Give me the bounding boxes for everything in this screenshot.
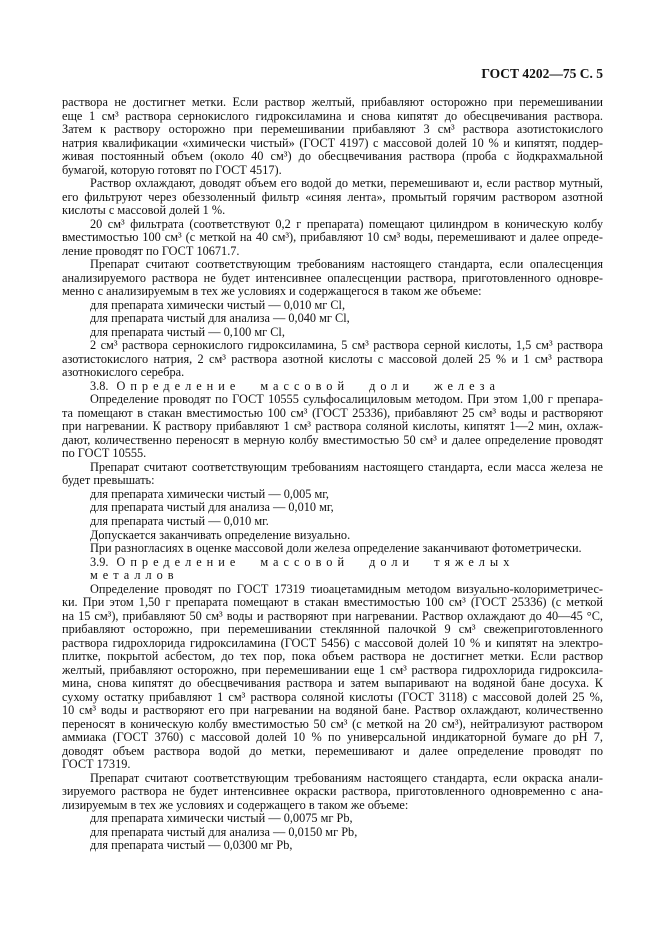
section-title: Определение массовой доли железа <box>116 378 500 393</box>
text-line: при нагревании. К раствору прибавляют 1 см³ раствора соляной кислоты, кипятят 1—2 мин, охлаж- <box>62 419 603 434</box>
text-line: на 15 см³), прибавляют 50 см³ воды и растворяют при нагревании. Раствор охлаждают до 40—45 °С, <box>62 608 603 623</box>
list <box>62 812 603 853</box>
list-item: для препарата чистый для анализа — 0,040 мг Cl, <box>90 311 350 326</box>
text-line: Раствор охлаждают, доводят объем его водой до метки, перемешивают и, если раствор мутный, <box>90 176 603 191</box>
text-line: 10 см³ воды и растворяют его при нагревании на водяной бане. Раствор охлаждают, количественно <box>62 703 603 718</box>
list-item: для препарата чистый — 0,0300 мг Pb, <box>90 838 293 853</box>
text-line: Препарат считают соответствующим требованиям настоящего стандарта, если опалесценция <box>90 257 603 272</box>
section-number: 3.8. <box>90 378 109 393</box>
text-line: анализируемого раствора не будет интенсивнее опалесценции раствора, приготовленного одновре- <box>62 270 603 285</box>
list <box>62 299 603 340</box>
paragraph <box>62 218 603 259</box>
list-item: для препарата химически чистый — 0,0075 мг Pb, <box>90 811 353 826</box>
text-line: еще 1 см³ раствора сернокислого гидроксиламина и снова кипятят до обесцвечивания раствора. <box>62 108 603 123</box>
text-line: переносят в коническую колбу вместимостью 50 см³ (с меткой на 20 см³), нейтрализуют раствором <box>62 716 603 731</box>
text-line: Определение проводят по ГОСТ 17319 тиоацетамидным методом визуально-колориметричес- <box>90 581 603 596</box>
paragraph <box>62 772 603 813</box>
section-title: Определение массовой доли тяжелых металлов <box>90 554 515 583</box>
paragraph <box>62 461 603 488</box>
text-line: Препарат считают соответствующим требованиям настоящего стандарта, если окраска анали- <box>90 770 603 785</box>
text-line: ки. При этом 1,50 г препарата помещают в стакан вместимостью 100 см³ (ГОСТ 25336) (с меткой <box>62 595 603 610</box>
text-line: та помещают в стакан вместимостью 100 см³ (ГОСТ 25336), прибавляют 25 см³ воды и растворяют <box>62 405 603 420</box>
page-header: ГОСТ 4202—75 С. 5 <box>481 66 603 81</box>
list-item: Допускается заканчивать определение визуально. <box>90 527 351 542</box>
list-item: для препарата химически чистый — 0,005 мг, <box>90 486 329 501</box>
text-line: кислоты с массовой долей 1 %. <box>62 203 226 218</box>
list <box>62 488 603 556</box>
section-heading <box>62 556 603 583</box>
text-line: лизируемым в тех же условиях и содержащего в таком же объеме: <box>62 797 409 812</box>
paragraph <box>62 393 603 461</box>
text-line: азотистокислого натрия, 2 см³ раствора азотной кислоты с массовой долей 25 % и 1 см³ раствора <box>62 351 603 366</box>
text-line: желтый, прибавляют осторожно, при перемешивании еще 1 см³ раствора гидрохлорида гидроксила- <box>62 662 603 677</box>
paragraph <box>62 583 603 772</box>
section-number: 3.9. <box>90 554 109 569</box>
list-item: для препарата чистый — 0,010 мг. <box>90 513 269 528</box>
paragraph <box>62 339 603 380</box>
text-line: дают, количественно переносят в мерную колбу вместимостью 50 см³ и далее определение проводят <box>62 432 603 447</box>
text-line: раствора не достигнет метки. Если раствор желтый, прибавляют осторожно при перемешивании <box>62 95 603 109</box>
text-line: сухому остатку прибавляют 1 см³ раствора соляной кислоты (ГОСТ 3118) с массовой долей 25 %, <box>62 689 603 704</box>
text-line: живая постоянный объем (около 40 см³) до обесцвечивания раствора (проба с йодкрахмальной <box>62 149 603 164</box>
text-line: прибавляют осторожно, при перемешивании стеклянной палочкой 9 см³ свежеприготовленного <box>62 622 603 637</box>
text-line: азотнокислого серебра. <box>62 365 185 380</box>
section-heading <box>62 380 603 394</box>
text-line: ление проводят по ГОСТ 10671.7. <box>62 243 240 258</box>
text-line: ГОСТ 17319. <box>62 757 131 772</box>
text-line: будет превышать: <box>62 473 155 488</box>
text-line: 2 см³ раствора сернокислого гидроксиламина, 5 см³ раствора серной кислоты, 1,5 см³ раствора <box>90 338 603 353</box>
text-line: Определение проводят по ГОСТ 10555 сульфосалициловым методом. При этом 1,00 г препара- <box>90 392 603 407</box>
text-line: 20 см³ фильтрата (соответствуют 0,2 г препарата) помещают цилиндром в коническую колбу <box>90 216 603 231</box>
text-line: вместимостью 100 см³ (с меткой на 40 см³), прибавляют 10 см³ воды, перемешивают и далее опреде- <box>62 230 603 245</box>
text-line: Затем к раствору осторожно при перемешивании прибавляют 3 см³ раствора азотистокислого <box>62 122 603 137</box>
text-line: аммиака (ГОСТ 3760) с массовой долей 10 % по универсальной индикаторной бумаге до pH 7, <box>62 730 603 745</box>
text-line: раствора гидрохлорида гидроксиламина (ГОСТ 5456) с массовой долей 10 % и кипятят на электро- <box>62 635 603 650</box>
list-item: для препарата химически чистый — 0,010 мг Cl, <box>90 297 346 312</box>
text-line: его фильтруют через обеззоленный фильтр «синяя лента», промытый горячим раствором азотной <box>62 189 603 204</box>
text-line: бумагой, которую готовят по ГОСТ 4517). <box>62 162 282 177</box>
text-line: зируемого раствора не будет интенсивнее окраски раствора, приготовленного одновременно с ана- <box>62 784 603 799</box>
list-item: для препарата чистый для анализа — 0,0150 мг Pb, <box>90 824 358 839</box>
text-line: доводят объем раствора водой до метки, перемешивают и далее определение проводят по <box>62 743 603 758</box>
list-item: для препарата чистый для анализа — 0,010 мг, <box>90 500 334 515</box>
list-item: для препарата чистый — 0,100 мг Cl, <box>90 324 285 339</box>
text-line: мина, снова кипятят до обесцвечивания раствора и затем выпаривают на водяной бане досуха. К <box>62 676 603 691</box>
text-line: Препарат считают соответствующим требованиям настоящего стандарта, если масса железа не <box>90 459 603 474</box>
paragraph <box>62 258 603 299</box>
paragraph <box>62 96 603 177</box>
list-item: При разногласиях в оценке массовой доли железа определение заканчивают фотометрически. <box>90 541 582 556</box>
text-line: по ГОСТ 10555. <box>62 446 147 461</box>
text-line: плитке, покрытой асбестом, до тех пор, пока объем раствора не достигнет метки. Если раствор <box>62 649 603 664</box>
document-body <box>62 96 603 853</box>
paragraph <box>62 177 603 218</box>
text-line: натрия квалификации «химически чистый» (ГОСТ 4197) с массовой долей 10 % и кипятят, поддер- <box>62 135 603 150</box>
text-line: менно с анализируемым в тех же условиях и содержащегося в таком же объеме: <box>62 284 482 299</box>
